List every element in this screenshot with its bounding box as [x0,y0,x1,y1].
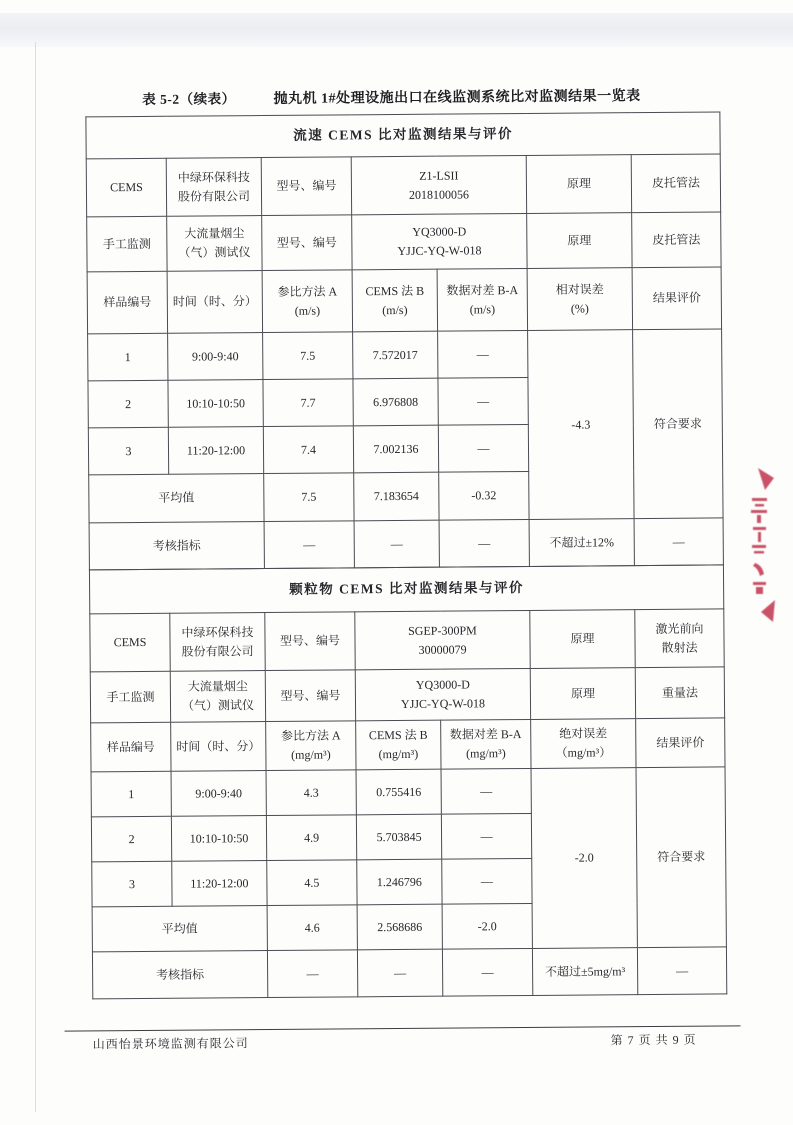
data-cell: 7.183654 [354,472,439,521]
average-label: 平均值 [89,474,264,523]
principle-label: 原理 [526,155,631,214]
data-cell: 10:10-10:50 [168,380,263,428]
data-cell: — [442,948,532,996]
footer-page-number: 第 7 页 共 9 页 [610,1032,697,1048]
column-header: 参比方法 A (mg/m³) [266,721,356,771]
model-value: Z1-LSII 2018100056 [351,155,526,214]
principle-label: 原理 [527,213,632,269]
device-vendor: 大流量烟尘 （气）测试仪 [170,671,265,723]
footer-company: 山西怡景环境监测有限公司 [92,1036,249,1052]
limit-value: 不超过±5mg/m³ [532,948,637,996]
column-header: 结果评价 [632,267,722,330]
footer-row [65,1026,741,1052]
model-value: YQ3000-D YJJC-YQ-W-018 [355,668,530,720]
sample-number: 1 [88,333,168,381]
data-cell: 11:20-12:00 [172,861,267,907]
page-title: 抛丸机 1#处理设施出口在线监测系统比对监测结果一览表 [273,89,641,107]
column-header: 相对误差 (%) [527,268,632,331]
data-cell: — [267,950,357,998]
data-cell: 9:00-9:40 [168,333,263,381]
data-cell: — [637,947,726,995]
device-type: CEMS [86,158,166,217]
data-cell: 11:20-12:00 [168,427,263,475]
data-cell: 7.4 [263,426,353,474]
assessment-label: 考核指标 [89,522,264,570]
result-evaluation: 符合要求 [633,329,724,519]
data-cell: 4.6 [267,905,357,951]
result-evaluation: 符合要求 [636,767,726,948]
data-cell: — [357,949,442,997]
device-type: 手工监测 [87,216,167,272]
page-footer [65,1025,741,1052]
data-cell: — [264,521,354,569]
device-type: CEMS [90,613,170,672]
column-header: CEMS 法 B (mg/m³) [356,720,441,770]
column-header: 时间（时、分） [171,722,266,772]
data-cell: — [442,858,532,904]
model-label: 型号、编号 [265,670,355,722]
model-label: 型号、编号 [261,157,351,216]
data-cell: 10:10-10:50 [171,816,266,862]
average-label: 平均值 [92,906,267,952]
device-vendor: 中绿环保科技 股份有限公司 [170,613,265,672]
data-cell: 4.5 [267,860,357,906]
sample-number: 3 [92,861,172,907]
device-vendor: 中绿环保科技 股份有限公司 [166,158,261,217]
model-label: 型号、编号 [265,612,355,671]
data-cell: 0.755416 [356,769,441,815]
data-cell: 7.002136 [353,425,438,473]
data-cell: — [438,330,528,378]
data-cell: — [439,519,529,567]
data-cell: -0.32 [439,471,529,520]
data-cell: 6.976808 [353,378,438,426]
error-value: -4.3 [528,330,634,520]
column-header: 数据对差 B-A (m/s) [437,268,527,331]
cems-comparison-table-1 [85,111,724,570]
assessment-label: 考核指标 [92,951,267,999]
principle-label: 原理 [530,668,635,720]
principle-value: 重量法 [635,667,724,719]
model-value: SGEP-300PM 30000079 [355,610,530,669]
error-value: -2.0 [531,768,637,949]
data-cell: 4.9 [266,815,356,861]
principle-value: 激光前向 散射法 [635,609,724,668]
data-cell: — [441,768,531,814]
model-label: 型号、编号 [262,215,352,271]
data-cell: 7.572017 [353,331,438,379]
data-cell: — [438,377,528,425]
model-value: YQ3000-D YJJC-YQ-W-018 [352,213,527,269]
sample-number: 3 [88,427,168,475]
data-cell: -2.0 [442,903,532,949]
report-tables [85,111,793,1000]
cems-comparison-table-2 [89,564,727,999]
column-header: 参比方法 A (m/s) [262,270,352,333]
table-number-label: 表 5-2（续表） [142,91,236,107]
section-title: 颗粒物 CEMS 比对监测结果与评价 [89,565,723,614]
column-header: 绝对误差 （mg/m³） [531,719,636,769]
principle-label: 原理 [530,610,635,669]
section-title: 流速 CEMS 比对监测结果与评价 [86,112,720,159]
device-type: 手工监测 [90,671,170,723]
column-header: 结果评价 [636,718,725,768]
sample-number: 2 [91,816,171,862]
device-vendor: 大流量烟尘 （气）测试仪 [167,216,262,272]
data-cell: 7.7 [263,379,353,427]
column-header: CEMS 法 B (m/s) [352,269,437,332]
data-cell: 2.568686 [357,904,442,950]
red-stamp-marks [744,466,776,630]
sample-number: 1 [91,771,171,817]
data-cell: 9:00-9:40 [171,771,266,817]
data-cell: 7.5 [263,332,353,380]
doc-title [142,83,790,109]
data-cell: 4.3 [266,770,356,816]
sample-number: 2 [88,380,168,428]
red-stamp-fragment [744,466,776,630]
principle-value: 皮托管法 [632,212,721,268]
column-header: 数据对差 B-A (mg/m³) [441,719,531,769]
data-cell: 5.703845 [356,814,441,860]
data-cell: — [634,518,723,566]
data-cell: — [438,424,528,472]
column-header: 时间（时、分） [167,271,262,334]
column-header: 样品编号 [91,722,171,772]
data-cell: 7.5 [264,473,354,522]
data-cell: — [354,520,439,568]
data-cell: 1.246796 [357,859,442,905]
principle-value: 皮托管法 [631,154,720,213]
data-cell: — [441,813,531,859]
column-header: 样品编号 [87,271,167,334]
limit-value: 不超过±12% [529,519,634,567]
